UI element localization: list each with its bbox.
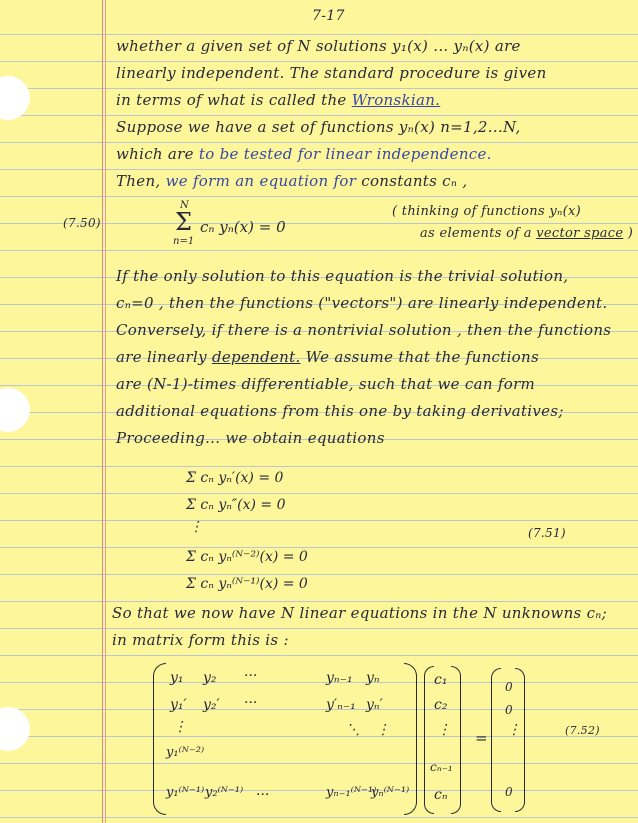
eq-750-note-1: ( thinking of functions yₙ(x) (392, 204, 581, 219)
matrix-r1-c3: ··· (244, 668, 258, 684)
matrix-r5-c3: ··· (256, 787, 270, 803)
text-line-5-start: which are (116, 145, 194, 163)
text-line-5 (116, 145, 492, 163)
eq-750-note-2-start: as elements of a (420, 226, 532, 241)
text-line-1: whether a given set of N solutions y₁(x) ... yₙ(x) are (116, 37, 521, 55)
margin-line (102, 0, 103, 823)
eq-750-note-2 (420, 226, 633, 241)
eq-750-sum-bottom: n=1 (173, 236, 195, 247)
eq-750-sum-top: N (180, 200, 189, 211)
binder-hole-top (0, 76, 30, 120)
binder-hole-bottom (0, 707, 30, 751)
matrix-r5-c1: y₁⁽ᴺ⁻¹⁾ (166, 785, 205, 800)
para2-line-2: cₙ=0 , then the functions ("vectors") are linearly independent. (116, 294, 608, 312)
eq-751-line-2: Σ cₙ yₙ″(x) = 0 (186, 497, 286, 513)
text-line-6-start: Then, (116, 172, 161, 190)
eq-751-line-3: Σ cₙ yₙ⁽ᴺ⁻²⁾(x) = 0 (186, 549, 308, 565)
para2-line-1: If the only solution to this equation is the trivial solution, (116, 267, 569, 285)
vector-space-word: vector space (536, 226, 624, 241)
c-vector-right-bracket (451, 666, 461, 814)
matrix-r2-c1: y₁′ (170, 697, 187, 713)
eq-750-sigma: Σ (175, 208, 192, 236)
text-line-5-blue: to be tested for linear independence. (198, 145, 492, 163)
matrix-left-bracket (153, 663, 166, 815)
matrix-r5-c2: y₂⁽ᴺ⁻¹⁾ (205, 785, 244, 800)
matrix-r1-c5: yₙ (366, 670, 380, 686)
eq-751-line-4: Σ cₙ yₙ⁽ᴺ⁻¹⁾(x) = 0 (186, 576, 308, 592)
para3-line-2: in matrix form this is : (112, 631, 289, 649)
matrix-r2-c2: y₂′ (203, 697, 220, 713)
para2-line-7: Proceeding... we obtain equations (116, 429, 385, 447)
c-vector-2: c₂ (434, 697, 448, 713)
eq-752-label: (7.52) (565, 724, 600, 737)
c-vector-1: c₁ (434, 672, 448, 688)
text-line-6 (116, 172, 467, 190)
c-vector-dots: ⋮ (437, 722, 451, 738)
matrix-r2-c5: yₙ′ (366, 697, 383, 713)
matrix-equals-sign: = (475, 729, 488, 747)
eq-751-line-1: Σ cₙ yₙ′(x) = 0 (186, 470, 284, 486)
matrix-r3-c4: ⋱ (346, 722, 360, 738)
zero-vector-left-bracket (491, 668, 501, 812)
matrix-r5-c5: yₙ⁽ᴺ⁻¹⁾ (371, 785, 410, 800)
zero-vector-n: 0 (505, 785, 513, 799)
c-vector-n-1: cₙ₋₁ (430, 760, 453, 774)
matrix-r4-c1: y₁⁽ᴺ⁻²⁾ (166, 745, 205, 760)
matrix-r1-c2: y₂ (203, 670, 217, 686)
para2-line-4 (116, 348, 539, 366)
eq-751-label: (7.51) (528, 526, 566, 540)
text-line-2: linearly independent. The standard procedure is given (116, 64, 547, 82)
c-vector-n: cₙ (434, 787, 448, 803)
zero-vector-2: 0 (505, 703, 513, 717)
para2-line-6: additional equations from this one by taking derivatives; (116, 402, 564, 420)
zero-vector-1: 0 (505, 680, 513, 694)
text-line-6-end: constants cₙ , (361, 172, 468, 190)
matrix-r1-c1: y₁ (170, 670, 184, 686)
matrix-r5-c4: yₙ₋₁⁽ᴺ⁻¹⁾ (326, 785, 377, 800)
para2-line-5: are (N-1)-times differentiable, such that we can form (116, 375, 536, 393)
zero-vector-dots: ⋮ (507, 722, 521, 738)
wronskian-word: Wronskian. (351, 91, 441, 109)
eq-750-label: (7.50) (63, 216, 101, 230)
matrix-r1-c4: yₙ₋₁ (326, 670, 353, 686)
matrix-r3-c1: ⋮ (173, 719, 187, 735)
para2-line-3: Conversely, if there is a nontrivial solution , then the functions (116, 321, 612, 339)
matrix-r2-c4: y′ₙ₋₁ (326, 697, 356, 713)
text-line-3 (116, 91, 440, 109)
text-line-4: Suppose we have a set of functions yₙ(x) n=1,2...N, (116, 118, 521, 136)
dependent-word: dependent. (211, 348, 301, 366)
para2-line-4-start: are linearly (116, 348, 207, 366)
eq-750-note-2-end: ) (627, 226, 634, 241)
text-line-6-blue: we form an equation for (165, 172, 357, 190)
margin-line-inner (105, 0, 106, 823)
para2-line-4-end: We assume that the functions (305, 348, 539, 366)
zero-vector-right-bracket (515, 668, 525, 812)
eq-751-dots: ⋮ (189, 519, 203, 535)
page-number: 7-17 (312, 8, 345, 24)
c-vector-left-bracket (424, 666, 434, 814)
matrix-r2-c3: ··· (244, 695, 258, 711)
binder-hole-middle (0, 388, 30, 432)
matrix-r3-c5: ⋮ (376, 722, 390, 738)
text-line-3-start: in terms of what is called the (116, 91, 347, 109)
eq-750-body: cₙ yₙ(x) = 0 (200, 218, 286, 236)
para3-line-1: So that we now have N linear equations in the N unknowns cₙ; (112, 604, 608, 622)
